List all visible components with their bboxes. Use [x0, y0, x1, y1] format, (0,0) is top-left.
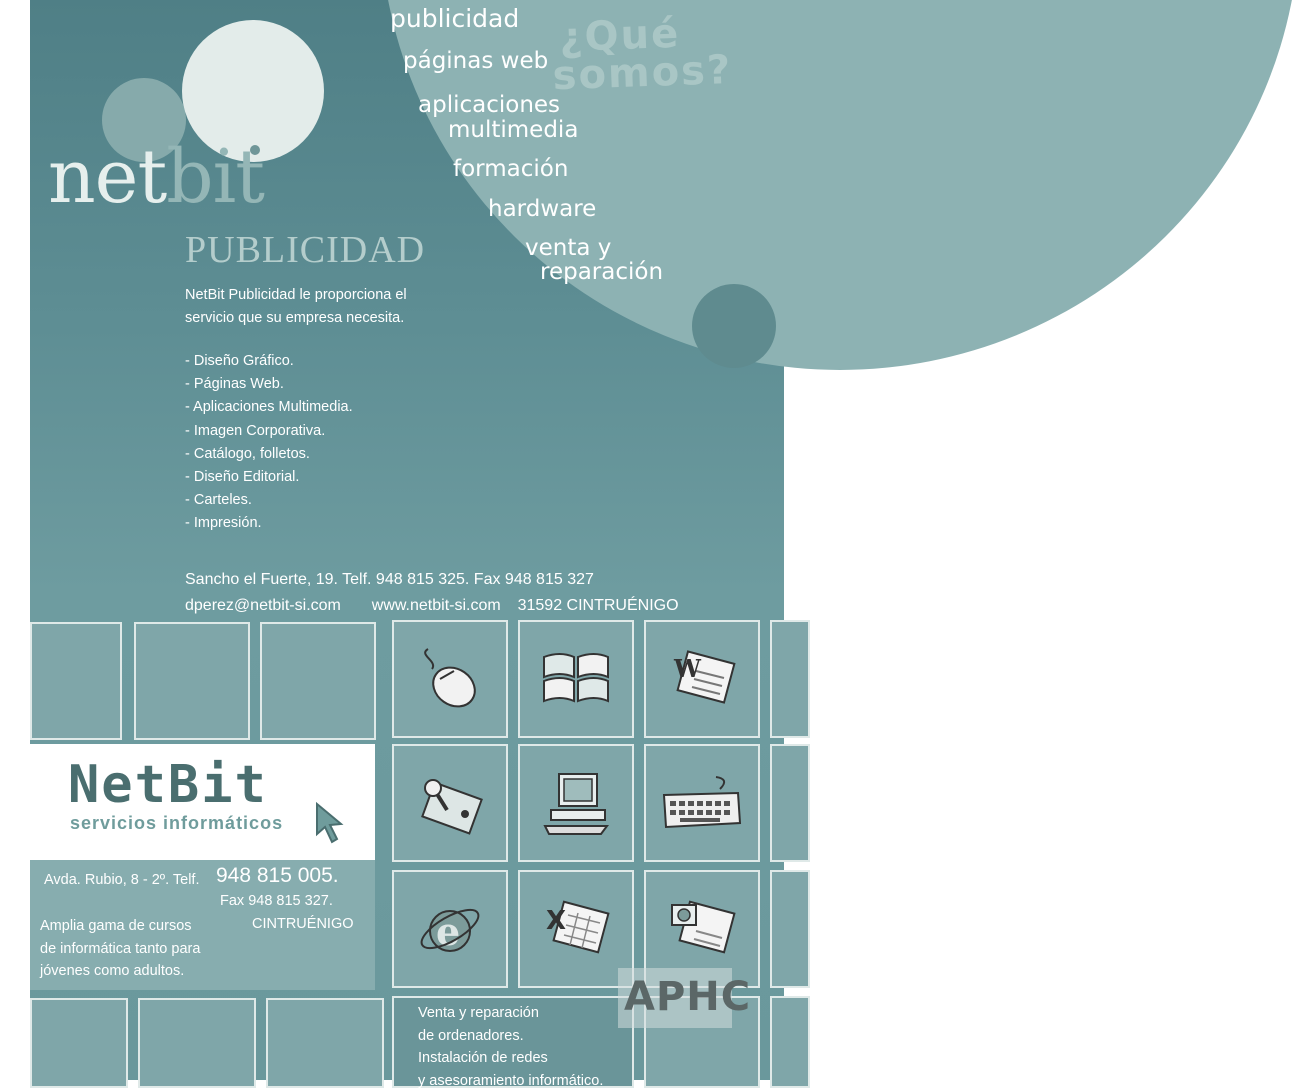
service-hardware: hardware: [488, 198, 596, 221]
service-aplicaciones: aplicaciones: [418, 94, 560, 117]
svg-text:W: W: [673, 654, 702, 683]
grid-tile: [770, 870, 810, 988]
grid-tile: [770, 620, 810, 738]
netbit-phone: 948 815 005.: [216, 864, 339, 888]
service-publicidad: publicidad: [390, 6, 519, 31]
grid-tile: [770, 744, 810, 862]
logo-subtitle: PUBLICIDAD: [185, 228, 425, 272]
excel-document-icon: [540, 897, 612, 961]
list-item: - Imagen Corporativa.: [185, 420, 353, 443]
list-item: - Aplicaciones Multimedia.: [185, 396, 353, 419]
service-multimedia: multimedia: [448, 119, 578, 142]
netbit-services-subtitle: servicios informáticos: [70, 813, 283, 834]
cursor-arrow-icon: [315, 802, 347, 848]
list-item: - Carteles.: [185, 489, 353, 512]
aphc-watermark: [618, 968, 732, 1028]
netbit-fax: Fax 948 815 327.: [220, 893, 333, 909]
courses-line: jóvenes como adultos.: [40, 960, 200, 983]
word-document-icon: [666, 647, 738, 711]
tile-word: [644, 620, 760, 738]
headline-somos: somos?: [552, 51, 733, 95]
service-paginas-web: páginas web: [403, 50, 548, 73]
grid-tile: [30, 998, 128, 1088]
internet-explorer-icon: [414, 893, 486, 965]
sales-line: y asesoramiento informático.: [418, 1070, 603, 1092]
service-reparacion: reparación: [540, 261, 663, 284]
list-item: - Diseño Editorial.: [185, 466, 353, 489]
tile-excel: [518, 870, 634, 988]
sales-text: [418, 1002, 603, 1092]
aphc-watermark-text: APHC: [624, 974, 751, 1020]
grid-tile: [770, 996, 810, 1088]
sales-line: Instalación de redes: [418, 1047, 603, 1070]
logo-bit: bit: [166, 134, 264, 220]
list-item: - Diseño Gráfico.: [185, 350, 353, 373]
grid-tile: [134, 622, 250, 740]
windows-logo-icon: [538, 647, 614, 711]
grid-tile: [260, 622, 376, 740]
sales-line: Venta y reparación: [418, 1002, 603, 1025]
netbit-pixel-logo: NetBit: [68, 755, 268, 815]
courses-line: de informática tanto para: [40, 938, 200, 961]
keyboard-icon: [660, 773, 744, 833]
grid-tile: [266, 998, 384, 1088]
service-formacion: formación: [453, 158, 568, 181]
intro-text: [185, 284, 407, 330]
intro-line-2: servicio que su empresa necesita.: [185, 307, 407, 330]
contact-email: dperez@netbit-si.com: [185, 597, 341, 614]
services-list: [185, 350, 353, 536]
svg-text:X: X: [546, 906, 566, 936]
grid-tile: [30, 622, 122, 740]
list-item: - Páginas Web.: [185, 373, 353, 396]
tile-internet: [392, 870, 508, 988]
tile-keyboard: [644, 744, 760, 862]
tile-computer: [518, 744, 634, 862]
decor-circle-right: [692, 284, 776, 368]
list-item: - Impresión.: [185, 512, 353, 535]
netbit-courses: [40, 915, 200, 983]
mouse-icon: [414, 643, 486, 715]
joystick-icon: [413, 770, 487, 836]
netbit-city: CINTRUÉNIGO: [252, 916, 354, 932]
contact-line: [185, 597, 679, 615]
contact-web: www.netbit-si.com: [372, 597, 501, 614]
service-venta: venta y: [525, 237, 611, 260]
contact-city: 31592 CINTRUÉNIGO: [518, 597, 679, 614]
svg-text:e: e: [436, 909, 460, 954]
advertisement: [30, 0, 784, 1080]
headline-que: ¿Qué: [559, 13, 732, 57]
logo-net: net: [48, 134, 166, 220]
list-item: - Catálogo, folletos.: [185, 443, 353, 466]
intro-line-1: NetBit Publicidad le proporciona el: [185, 284, 407, 307]
netbit-address: Avda. Rubio, 8 - 2º. Telf.: [44, 872, 200, 888]
grid-tile: [138, 998, 256, 1088]
netbit-logo: [48, 140, 264, 214]
courses-line: Amplia gama de cursos: [40, 915, 200, 938]
tile-mouse: [392, 620, 508, 738]
powerpoint-document-icon: [666, 897, 738, 961]
tile-joystick: [392, 744, 508, 862]
headline: [559, 13, 733, 95]
tile-windows: [518, 620, 634, 738]
contact-address: Sancho el Fuerte, 19. Telf. 948 815 325. Fax 948 815 327: [185, 571, 594, 589]
computer-icon: [539, 768, 613, 838]
sales-line: de ordenadores.: [418, 1025, 603, 1048]
